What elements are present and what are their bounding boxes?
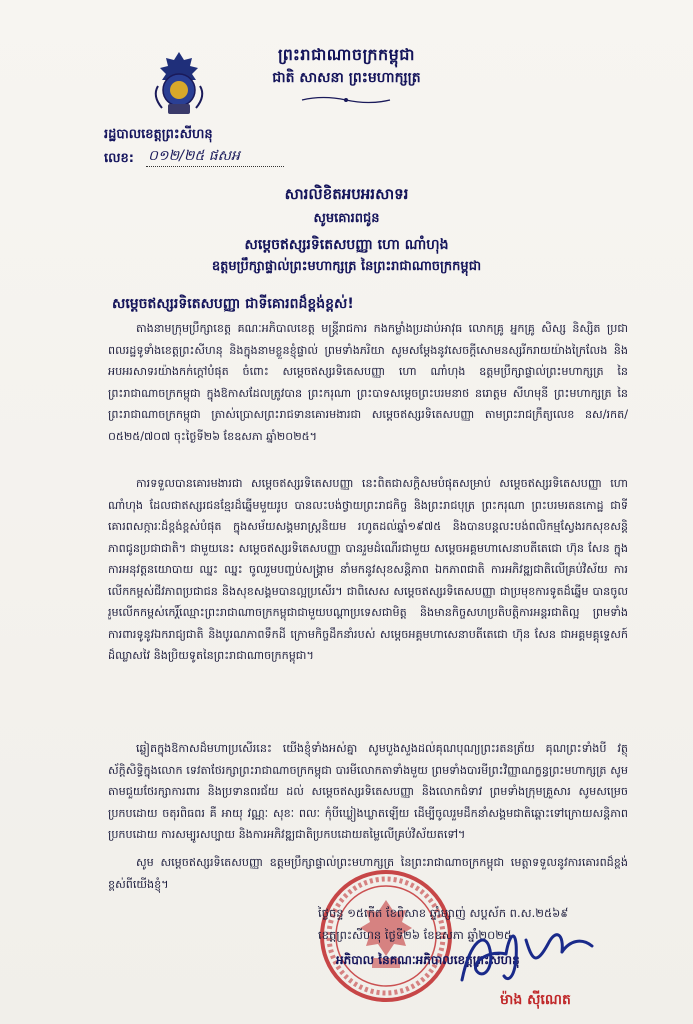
body-paragraph-1: តាងនាមក្រុមប្រឹក្សាខេត្ត គណៈអភិបាលខេត្ត មន្ត្រីរាជការ កងកម្លាំងប្រដាប់អាវុធ លោកគ្រូ អ្នកគ្រូ សិស្ស និស្សិត ប្រជាពលរដ្ឋទូទាំងខេត្តព្រះសីហនុ និងក្នុងនាមខ្លួនខ្ញុំផ្ទាល់ ព្រមទាំងភរិយា សូមសម្តែងនូវសេចក្តីសោមនស្សរីករាយយ៉ាងក្រៃលែង និងអបអរសាទរយ៉ាងកក់ក្តៅបំផុត ចំពោះ សម្តេចឥស្សរទិតេសបញ្ញា ហោ ណាំហុង ឧត្តមប្រឹក្សាផ្ទាល់ព្រះមហាក្សត្រ នៃព្រះរាជាណាចក្រកម្ពុជា ក្នុងឱកាសដែលត្រូវបាន ព្រះករុណា ព្រះបាទសម្តេចព្រះបរមនាថ នរោត្តម សីហមុនី ព្រះមហាក្សត្រ នៃព្រះរាជាណាចក្រកម្ពុជា ត្រាស់ប្រោសព្រះរាជទានគោរមងារជា សម្តេចឥស្សរទិតេសបញ្ញា តាមព្រះរាជក្រឹត្យលេខ នស/រកត/០៥២៥/៧០៧ ចុះថ្ងៃទី២៦ ខែឧសភា ឆ្នាំ២០២៥។ (108, 322, 628, 443)
kingdom-heading: ព្រះរាជាណាចក្រកម្ពុជា (277, 45, 416, 64)
reference-underline (146, 166, 284, 167)
ornament-divider-icon (300, 95, 392, 105)
national-motto: ជាតិ សាសនា ព្រះមហាក្សត្រ (272, 70, 421, 86)
reference-number: ០១២/២៥ ផសអ (148, 148, 240, 164)
solar-date: ខេត្តព្រះសីហនុ ថ្ងៃទី២៦ ខែឧសភា ឆ្នាំ២០២៥ (318, 928, 513, 942)
issuing-administration: រដ្ឋបាលខេត្តព្រះសីហនុ (104, 127, 213, 142)
signer-name: ម៉ាង ស៊ីណេត (500, 992, 571, 1008)
body-paragraph-4: សូម សម្តេចឥស្សរទិតេសបញ្ញា ឧត្តមប្រឹក្សាផ្ទាល់ព្រះមហាក្សត្រ នៃព្រះរាជាណាចក្រកម្ពុជា មេត្តាទទួលនូវការគោរពដ៏ខ្ពង់ខ្ពស់ពីយើងខ្ញុំ។ (108, 856, 628, 891)
addressee-intro: សូមគោរពជូន (313, 211, 380, 226)
body-paragraph-3: ឆ្លៀតក្នុងឱកាសដ៏មហាប្រសើរនេះ យើងខ្ញុំទាំងអស់គ្នា សូមបួងសួងដល់គុណបុណ្យព្រះរតនត្រ័យ គុណព្រះទាំងបី វត្ថុស័ក្តិសិទ្ធិក្នុងលោក ទេវតាថែរក្សាព្រះរាជាណាចក្រកម្ពុជា បារមីលោកតាទាំងមួយ ព្រមទាំងបារមីព្រះវិញ្ញាណក្ខន្ធព្រះមហាក្សត្រ សូមតាមជួយថែរក្សាការពារ និងប្រទានពរជ័យ ដល់ សម្តេចឥស្សរទិតេសបញ្ញា និងលោកជំទាវ ព្រមទាំងក្រុមគ្រួសារ សូមសម្រេចប្រកបដោយ ចតុរពិធពរ គឺ អាយុ វណ្ណៈ សុខៈ ពលៈ កុំបីឃ្លៀងឃ្លាតឡើយ ដើម្បីចូលរួមដឹកនាំសង្គមជាតិឆ្ពោះទៅក្រោយសន្តិភាព ប្រកបដោយ ការសម្បូរសប្បាយ និងការអភិវឌ្ឍជាតិប្រកបដោយតម្លៃលើគ្រប់វិស័យតទៅ។ (108, 742, 628, 841)
letter-title: សារលិខិតអបអរសាទរ (284, 185, 409, 203)
body-paragraph-2: ការទទួលបានគោរមងារជា សម្តេចឥស្សរទិតេសបញ្ញា នេះពិតជាសក្តិសមបំផុតសម្រាប់ សម្តេចឥស្សរទិតេសបញ្ញា ហោ ណាំហុង ដែលជាឥស្សរជនខ្មែរដ៏ឆ្នើមមួយរូប បានលះបង់ថ្វាយព្រះរាជកិច្ច និងព្រះរាជបុត្រ ព្រះករុណា ព្រះបរមរតនកោដ្ឋ ជាទីគោរពសក្ការៈដ៏ខ្ពង់ខ្ពស់បំផុត ក្នុងសម័យសង្គមរាស្ត្រនិយម រហូតដល់ឆ្នាំ១៩៧៥ និងបានបន្តលះបង់ពលិកម្មស្វែងរកសុខសន្តិភាពជូនប្រជាជាតិ។ ជាមួយនេះ សម្តេចឥស្សរទិតេសបញ្ញា បានរួមដំណើរជាមួយ សម្តេចអគ្គមហាសេនាបតីតេជោ ហ៊ុន សែន ក្នុងការអនុវត្តនយោបាយ ឈ្នះ ឈ្នះ ចូលរួមបញ្ចប់សង្គ្រាម នាំមកនូវសុខសន្តិភាព ឯកភាពជាតិ ការអភិវឌ្ឍជាតិលើគ្រប់វិស័យ ការលើកកម្ពស់ជីវភាពប្រជាជន និងសុខសង្គមបានល្អប្រសើរ។ ជាពិសេស សម្តេចឥស្សរទិតេសបញ្ញា ជាប្រមុខការទូតដ៏ឆ្នើម បានចូលរួមលើកកម្ពស់កេរ្តិ៍ឈ្មោះព្រះរាជាណាចក្រកម្ពុជាជាមួយបណ្តាប្រទេសជាមិត្ត និងមានកិច្ចសហប្រតិបត្តិការអន្តរជាតិល្អ ព្រមទាំងការពារទូនូវឯករាជ្យជាតិ និងបូរណភាពទឹកដី ក្រោមកិច្ចដឹកនាំរបស់ សម្តេចអគ្គមហាសេនាបតីតេជោ ហ៊ុន សែន ជាអគ្គមគ្គុទ្ទេសក៍ដ៏ឈ្លាសវៃ និងប្រិយទូតនៃព្រះរាជាណាចក្រកម្ពុជា។ (108, 477, 628, 662)
salutation: សម្តេចឥស្សរទិតេសបញ្ញា ជាទីគោរពដ៏ខ្ពង់ខ្ពស់! (112, 296, 354, 312)
signatory-title: អភិបាល នៃគណៈអភិបាលខេត្តព្រះសីហនុ (336, 953, 520, 967)
addressee-position: ឧត្តមប្រឹក្សាផ្ទាល់ព្រះមហាក្សត្រ នៃព្រះរាជាណាចក្រកម្ពុជា (211, 259, 482, 274)
addressee-name: សម្តេចឥស្សរទិតេសបញ្ញា ហោ ណាំហុង (244, 237, 449, 253)
reference-label: លេខ: (104, 151, 134, 166)
signature-icon (452, 920, 602, 990)
lunar-date: ថ្ងៃចន្ទ ១៥កើត ខែពិសាខ ឆ្នាំម្សាញ់ សប្តស័ក ព.ស.២៥៦៩ (318, 906, 569, 920)
